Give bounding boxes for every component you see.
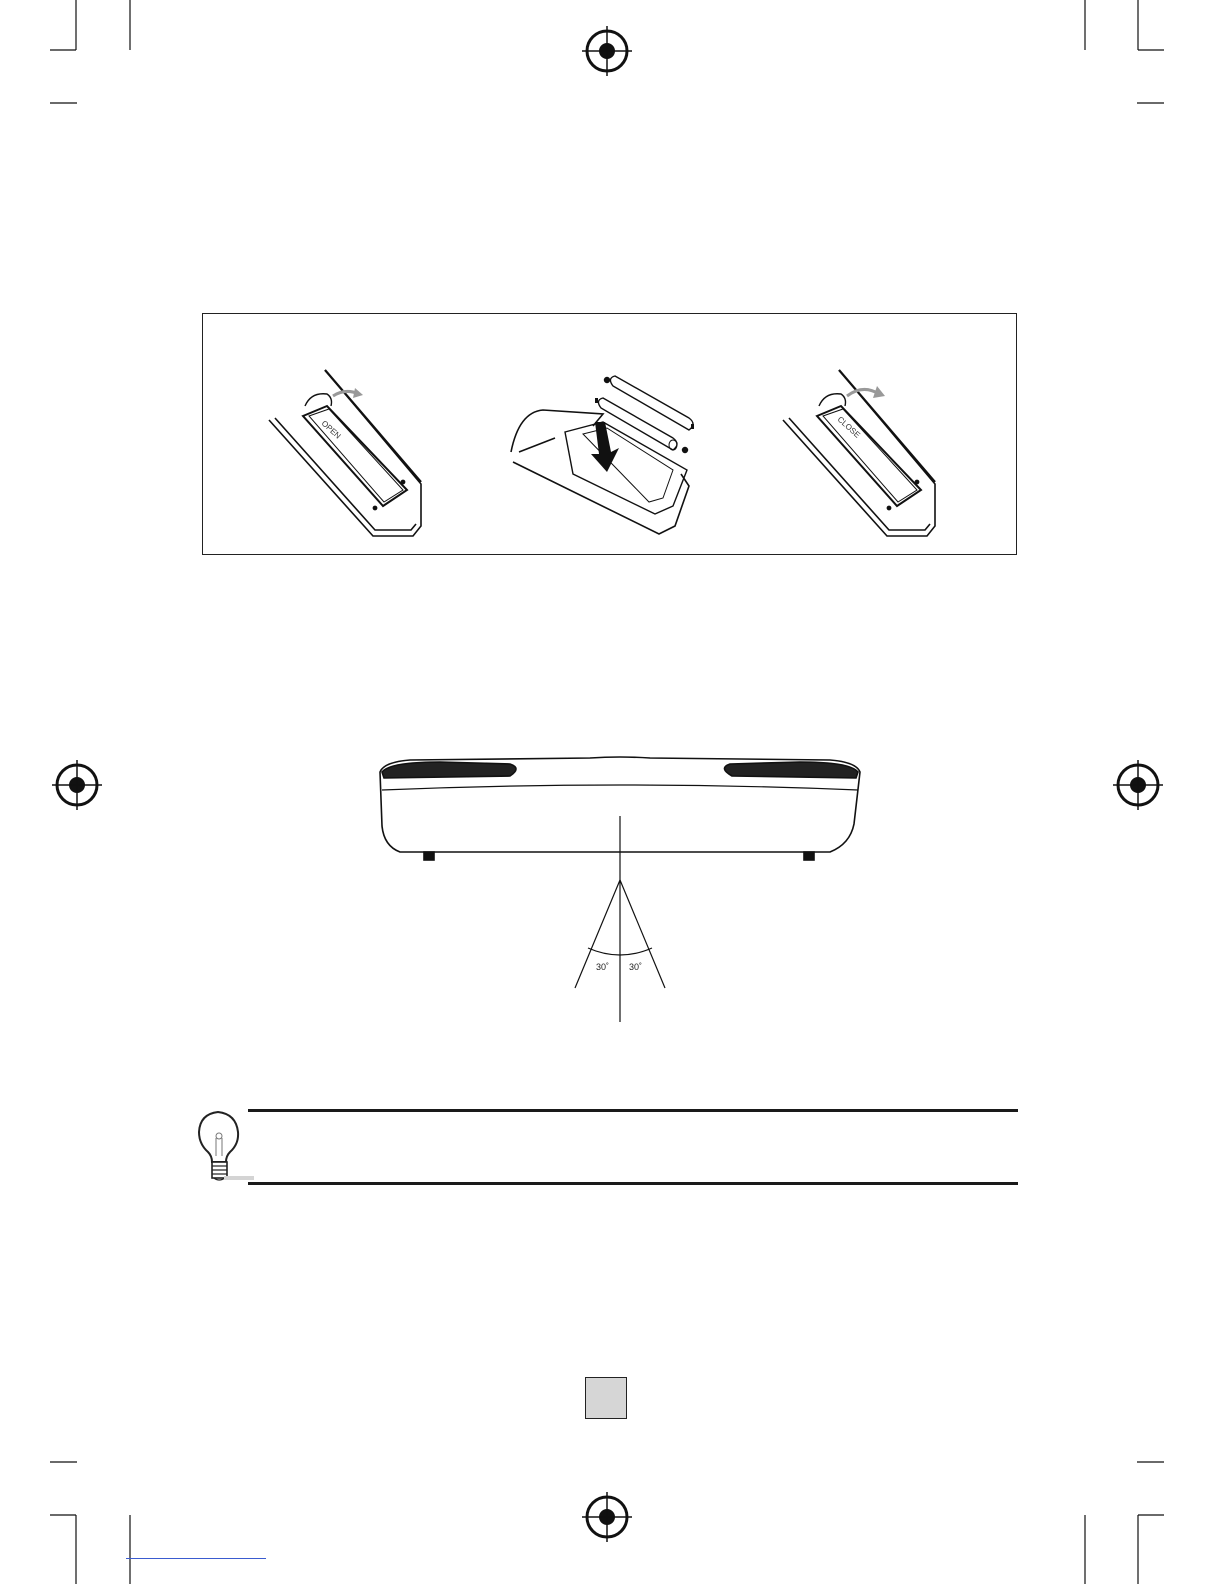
remote-range-figure bbox=[370, 748, 870, 1028]
tip-bottom-rule bbox=[248, 1182, 1018, 1185]
right-angle-line bbox=[620, 880, 665, 988]
battery-steps-illustration bbox=[203, 314, 1016, 554]
open-label: OPEN bbox=[319, 418, 343, 441]
registration-mark-top bbox=[582, 26, 632, 76]
tip-top-rule bbox=[248, 1109, 1018, 1112]
step-close-illustration bbox=[783, 370, 935, 536]
tip-text bbox=[258, 1128, 1008, 1168]
right-angle-label: 30˚ bbox=[629, 962, 643, 972]
registration-mark-bottom bbox=[582, 1492, 632, 1542]
left-angle-label: 30˚ bbox=[596, 962, 610, 972]
close-label: CLOSE bbox=[835, 414, 862, 440]
page-number-box bbox=[585, 1377, 627, 1419]
tip-note bbox=[194, 1108, 1020, 1188]
step-open-illustration bbox=[269, 370, 421, 536]
footer-rule bbox=[126, 1558, 266, 1559]
lightbulb-icon bbox=[194, 1108, 254, 1182]
step-insert-illustration bbox=[511, 376, 694, 534]
battery-installation-figure bbox=[202, 313, 1017, 555]
registration-mark-left bbox=[52, 760, 102, 810]
registration-mark-right bbox=[1113, 760, 1163, 810]
